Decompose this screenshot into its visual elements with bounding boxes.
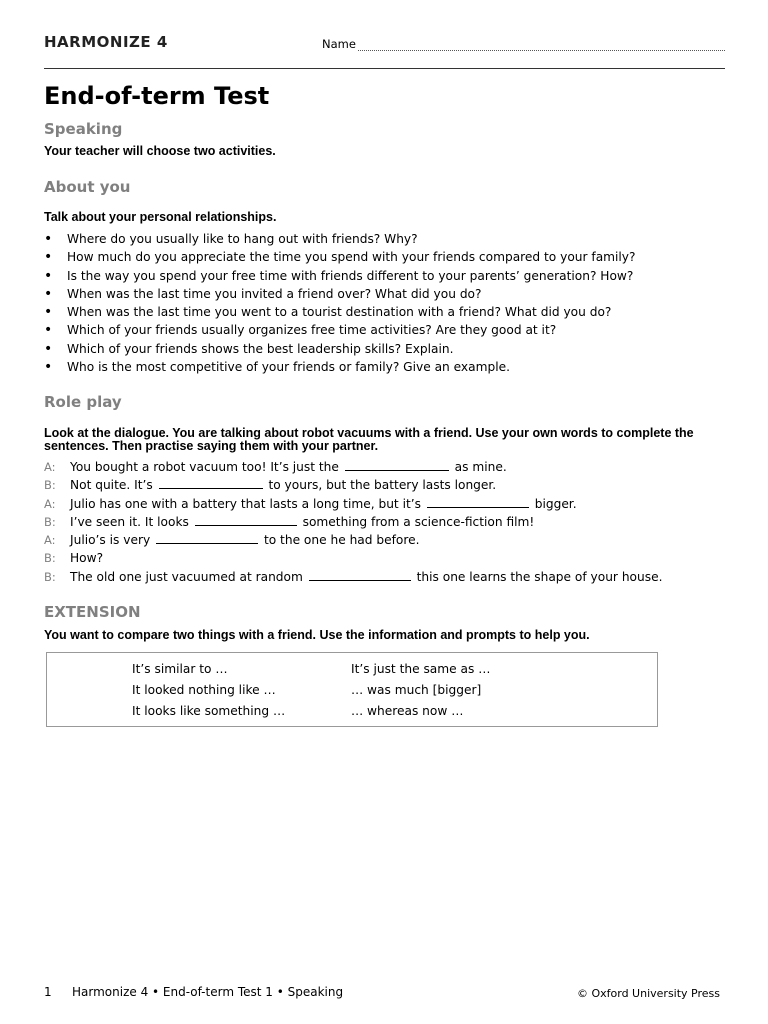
answer-blank[interactable] (156, 531, 258, 544)
list-item: • Who is the most competitive of your friends or family? Give an example. (44, 358, 636, 376)
dialogue-line (44, 531, 662, 549)
section-heading-extension: EXTENSION (44, 603, 141, 621)
speaker-label: B: (44, 478, 56, 493)
dialogue-list (44, 458, 662, 586)
section-heading-about-you: About you (44, 178, 131, 196)
line-text: to yours, but the battery lasts longer. (268, 478, 497, 493)
name-field[interactable] (322, 37, 725, 51)
name-label: Name (322, 37, 356, 51)
list-item: • Where do you usually like to hang out with friends? Why? (44, 230, 636, 248)
speaker-label: A: (44, 533, 56, 548)
prompt-text: It looks like something … (132, 704, 286, 718)
dialogue-line (44, 495, 662, 513)
prompt-text: … whereas now … (351, 704, 464, 718)
dialogue-line (44, 458, 662, 476)
prompt-box (46, 652, 658, 727)
line-text: something from a science-fiction film! (302, 514, 535, 529)
speaker-label: B: (44, 551, 56, 566)
dialogue-line (44, 568, 662, 586)
line-text: I’ve seen it. It looks (70, 514, 189, 529)
line-text: The old one just vacuumed at random (70, 569, 303, 584)
prompt-text: … was much [bigger] (351, 683, 482, 697)
about-you-instruction: Talk about your personal relationships. (44, 210, 277, 224)
line-text: You bought a robot vacuum too! It’s just the (70, 460, 339, 474)
line-text: Julio has one with a battery that lasts a long time, but it’s (70, 496, 421, 511)
prompt-text: It’s just the same as … (351, 662, 491, 676)
list-item: • Is the way you spend your free time with friends different to your parents’ generation? How? (44, 267, 636, 285)
name-line[interactable] (358, 37, 725, 51)
question-list (44, 230, 636, 376)
dialogue-line (44, 513, 662, 531)
line-text: bigger. (534, 496, 577, 511)
role-play-instruction: Look at the dialogue. You are talking about robot vacuums with a friend. Use your own words to complete the sentences. Then practise saying them with your partner. (44, 426, 694, 453)
copyright: © Oxford University Press (576, 987, 720, 1000)
section-heading-role-play: Role play (44, 393, 122, 411)
line-text: Julio’s is very (70, 533, 151, 548)
speaker-label: A: (44, 496, 56, 511)
line-text: Not quite. It’s (70, 478, 153, 493)
list-item: • When was the last time you went to a tourist destination with a friend? What did you do? (44, 303, 636, 321)
list-item: • When was the last time you invited a friend over? What did you do? (44, 285, 636, 303)
speaker-label: B: (44, 514, 56, 529)
answer-blank[interactable] (195, 513, 297, 526)
footer-title: Harmonize 4 • End-of-term Test 1 • Speaking (72, 985, 344, 999)
extension-instruction: You want to compare two things with a friend. Use the information and prompts to help you. (44, 628, 590, 642)
line-text: How? (70, 551, 104, 566)
line-text: this one learns the shape of your house. (416, 569, 663, 584)
brand-logo: HARMONIZE 4 (44, 33, 168, 51)
line-text: as mine. (454, 460, 507, 474)
section-heading-speaking: Speaking (44, 120, 123, 138)
answer-blank[interactable] (345, 458, 449, 471)
page-number: 1 (44, 985, 52, 999)
speaking-instruction: Your teacher will choose two activities. (44, 144, 276, 158)
prompt-text: It looked nothing like … (132, 683, 276, 697)
header-divider (44, 68, 725, 69)
list-item: • How much do you appreciate the time you spend with your friends compared to your family? (44, 248, 636, 266)
answer-blank[interactable] (427, 495, 529, 508)
list-item: • Which of your friends usually organizes free time activities? Are they good at it? (44, 321, 636, 339)
answer-blank[interactable] (159, 476, 263, 489)
speaker-label: B: (44, 569, 56, 584)
line-text: to the one he had before. (263, 533, 420, 548)
list-item: • Which of your friends shows the best leadership skills? Explain. (44, 340, 636, 358)
dialogue-line (44, 549, 662, 567)
speaker-label: A: (44, 460, 56, 474)
dialogue-line (44, 476, 662, 494)
page-title: End-of-term Test (44, 82, 270, 110)
prompt-text: It’s similar to … (132, 662, 228, 676)
answer-blank[interactable] (309, 568, 411, 581)
